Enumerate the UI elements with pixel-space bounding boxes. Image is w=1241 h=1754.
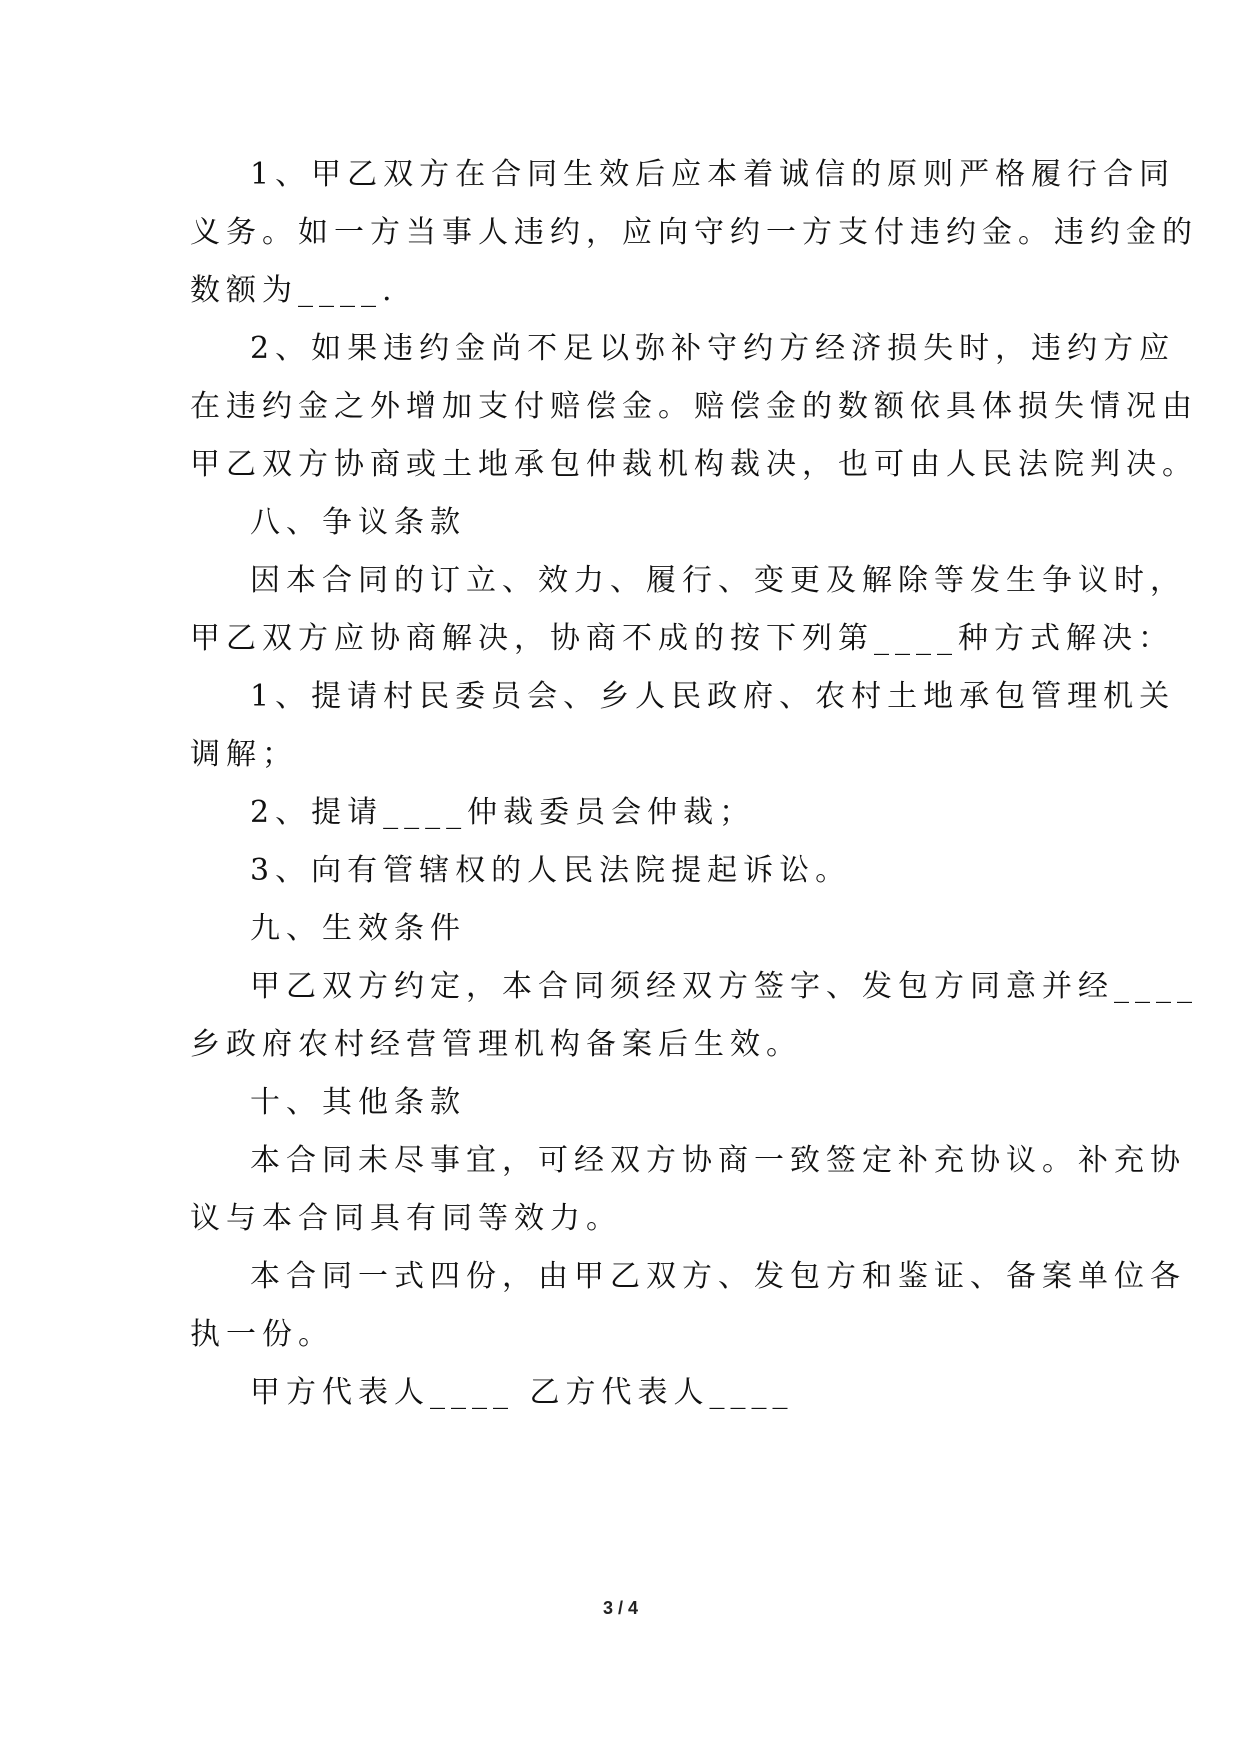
paragraph-line: 在违约金之外增加支付赔偿金。赔偿金的数额依具体损失情况由	[190, 389, 1198, 424]
paragraph-line: 甲乙双方应协商解决，协商不成的按下列第____种方式解决：	[190, 621, 1174, 656]
signature-line: 甲方代表人____ 乙方代表人____	[250, 1375, 794, 1410]
paragraph-line: 议与本合同具有同等效力。	[190, 1201, 622, 1236]
paragraph-line: 执一份。	[190, 1317, 334, 1352]
paragraph-line: 3、向有管辖权的人民法院提起诉讼。	[250, 853, 852, 888]
paragraph-line: 2、提请____仲裁委员会仲裁；	[250, 795, 756, 830]
paragraph-line: 甲乙双方约定，本合同须经双方签字、发包方同意并经____	[250, 969, 1198, 1004]
section-heading: 八、争议条款	[250, 505, 466, 540]
section-heading: 九、生效条件	[250, 911, 466, 946]
paragraph-line: 因本合同的订立、效力、履行、变更及解除等发生争议时，	[250, 563, 1186, 598]
paragraph-line: 本合同一式四份，由甲乙双方、发包方和鉴证、备案单位各	[250, 1259, 1186, 1294]
section-heading: 十、其他条款	[250, 1085, 466, 1120]
paragraph-line: 调解；	[190, 737, 298, 772]
paragraph-line: 2、如果违约金尚不足以弥补守约方经济损失时，违约方应	[250, 331, 1176, 366]
paragraph-line: 本合同未尽事宜，可经双方协商一致签定补充协议。补充协	[250, 1143, 1186, 1178]
paragraph-line: 义务。如一方当事人违约，应向守约一方支付违约金。违约金的	[190, 215, 1198, 250]
paragraph-line: 乡政府农村经营管理机构备案后生效。	[190, 1027, 802, 1062]
page-number: 3 / 4	[602, 1598, 639, 1618]
paragraph-line: 甲乙双方协商或土地承包仲裁机构裁决，也可由人民法院判决。	[190, 447, 1198, 482]
paragraph-line: 数额为____.	[190, 273, 398, 308]
paragraph-line: 1、提请村民委员会、乡人民政府、农村土地承包管理机关	[250, 679, 1176, 714]
paragraph-line: 1、甲乙双方在合同生效后应本着诚信的原则严格履行合同	[250, 157, 1176, 192]
